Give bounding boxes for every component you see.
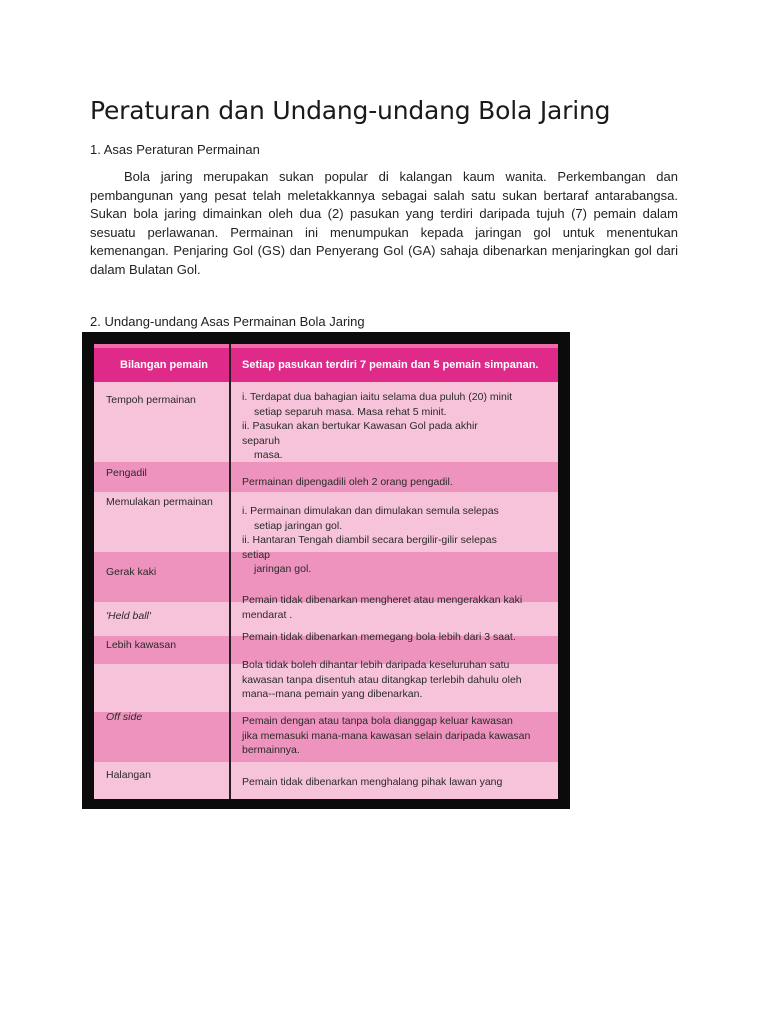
offside-line-1: Pemain dengan atau tanpa bola dianggap keluar kawasan bbox=[242, 715, 513, 727]
cell-pengadil: Permainan dipengadili oleh 2 orang pengadil. bbox=[242, 476, 453, 488]
tempoh-line-2: setiap separuh masa. Masa rehat 5 minit. bbox=[254, 405, 447, 418]
rules-table-image bbox=[82, 332, 570, 809]
label-gerak-kaki: Gerak kaki bbox=[106, 566, 157, 578]
bola-line-3: mana--mana pemain yang dibenarkan. bbox=[242, 688, 423, 700]
cell-offside bbox=[242, 714, 548, 758]
offside-line-2: jika memasuki mana-mana kawasan selain daripada kawasan bbox=[242, 729, 531, 742]
offside-line-3: bermainnya. bbox=[242, 744, 300, 756]
mula-line-1: i. Permainan dimulakan dan dimulakan semula selepas bbox=[242, 505, 499, 517]
header-left: Bilangan pemain bbox=[120, 359, 209, 371]
cell-memulakan bbox=[242, 504, 548, 577]
tempoh-line-1: i. Terdapat dua bahagian iaitu selama dua puluh (20) minit bbox=[242, 391, 513, 403]
document-title: Peraturan dan Undang-undang Bola Jaring bbox=[90, 96, 611, 125]
cell-lebih-kawasan: Pemain tidak dibenarkan memegang bola lebih dari 3 saat. bbox=[242, 631, 516, 643]
mula-line-2: setiap jaringan gol. bbox=[254, 519, 343, 532]
rules-table bbox=[94, 344, 558, 799]
label-halangan: Halangan bbox=[106, 769, 151, 781]
section-1-paragraph: Bola jaring merupakan sukan popular di kalangan kaum wanita. Perkembangan dan pembangunan yang pesat telah meletakkannya sebagai salah satu sukan bertaraf antarabangsa. Sukan bola jaring dimainkan oleh dua (2) pasukan yang terdiri daripada tujuh (7) pemain dalam sesuatu perlawanan. Permainan ini menumpukan kepada jaringan gol untuk menentukan kemenangan. Penjaring Gol (GS) dan Penyerang Gol (GA) sahaja dibenarkan menjaringkan gol dari dalam Bulatan Gol. bbox=[90, 169, 678, 277]
column-divider bbox=[229, 344, 231, 799]
table-header-row bbox=[94, 348, 558, 382]
label-pengadil: Pengadil bbox=[106, 467, 147, 479]
mula-line-4: setiap bbox=[242, 548, 271, 561]
label-held-ball: 'Held ball' bbox=[106, 610, 151, 622]
cell-bola-lebih bbox=[242, 658, 548, 702]
mula-line-3: ii. Hantaran Tengah diambil secara bergilir-gilir selepas bbox=[242, 534, 497, 546]
cell-gerak-kaki bbox=[242, 593, 548, 622]
tempoh-line-5: masa. bbox=[254, 449, 283, 461]
label-offside: Off side bbox=[106, 711, 143, 723]
label-tempoh: Tempoh permainan bbox=[106, 394, 196, 406]
bola-line-1: Bola tidak boleh dihantar lebih daripada keseluruhan satu bbox=[242, 659, 510, 671]
bola-line-2: kawasan tanpa disentuh atau ditangkap terlebih dahulu oleh bbox=[242, 673, 522, 686]
tempoh-line-3: ii. Pasukan akan bertukar Kawasan Gol pada akhir bbox=[242, 420, 478, 432]
cell-halangan: Pemain tidak dibenarkan menghalang pihak lawan yang bbox=[242, 776, 503, 788]
gerak-line-2: mendarat . bbox=[242, 608, 293, 621]
gerak-line-1: Pemain tidak dibenarkan mengheret atau mengerakkan kaki bbox=[242, 594, 523, 606]
section-heading-1: 1. Asas Peraturan Permainan bbox=[90, 142, 260, 157]
tempoh-line-4: separuh bbox=[242, 434, 280, 447]
header-right: Setiap pasukan terdiri 7 pemain dan 5 pemain simpanan. bbox=[242, 359, 539, 371]
label-memulakan: Memulakan permainan bbox=[106, 496, 213, 508]
mula-line-5: jaringan gol. bbox=[254, 563, 312, 575]
section-heading-2: 2. Undang-undang Asas Permainan Bola Jaring bbox=[90, 314, 365, 329]
label-lebih-kawasan: Lebih kawasan bbox=[106, 639, 177, 651]
cell-tempoh bbox=[242, 390, 548, 463]
